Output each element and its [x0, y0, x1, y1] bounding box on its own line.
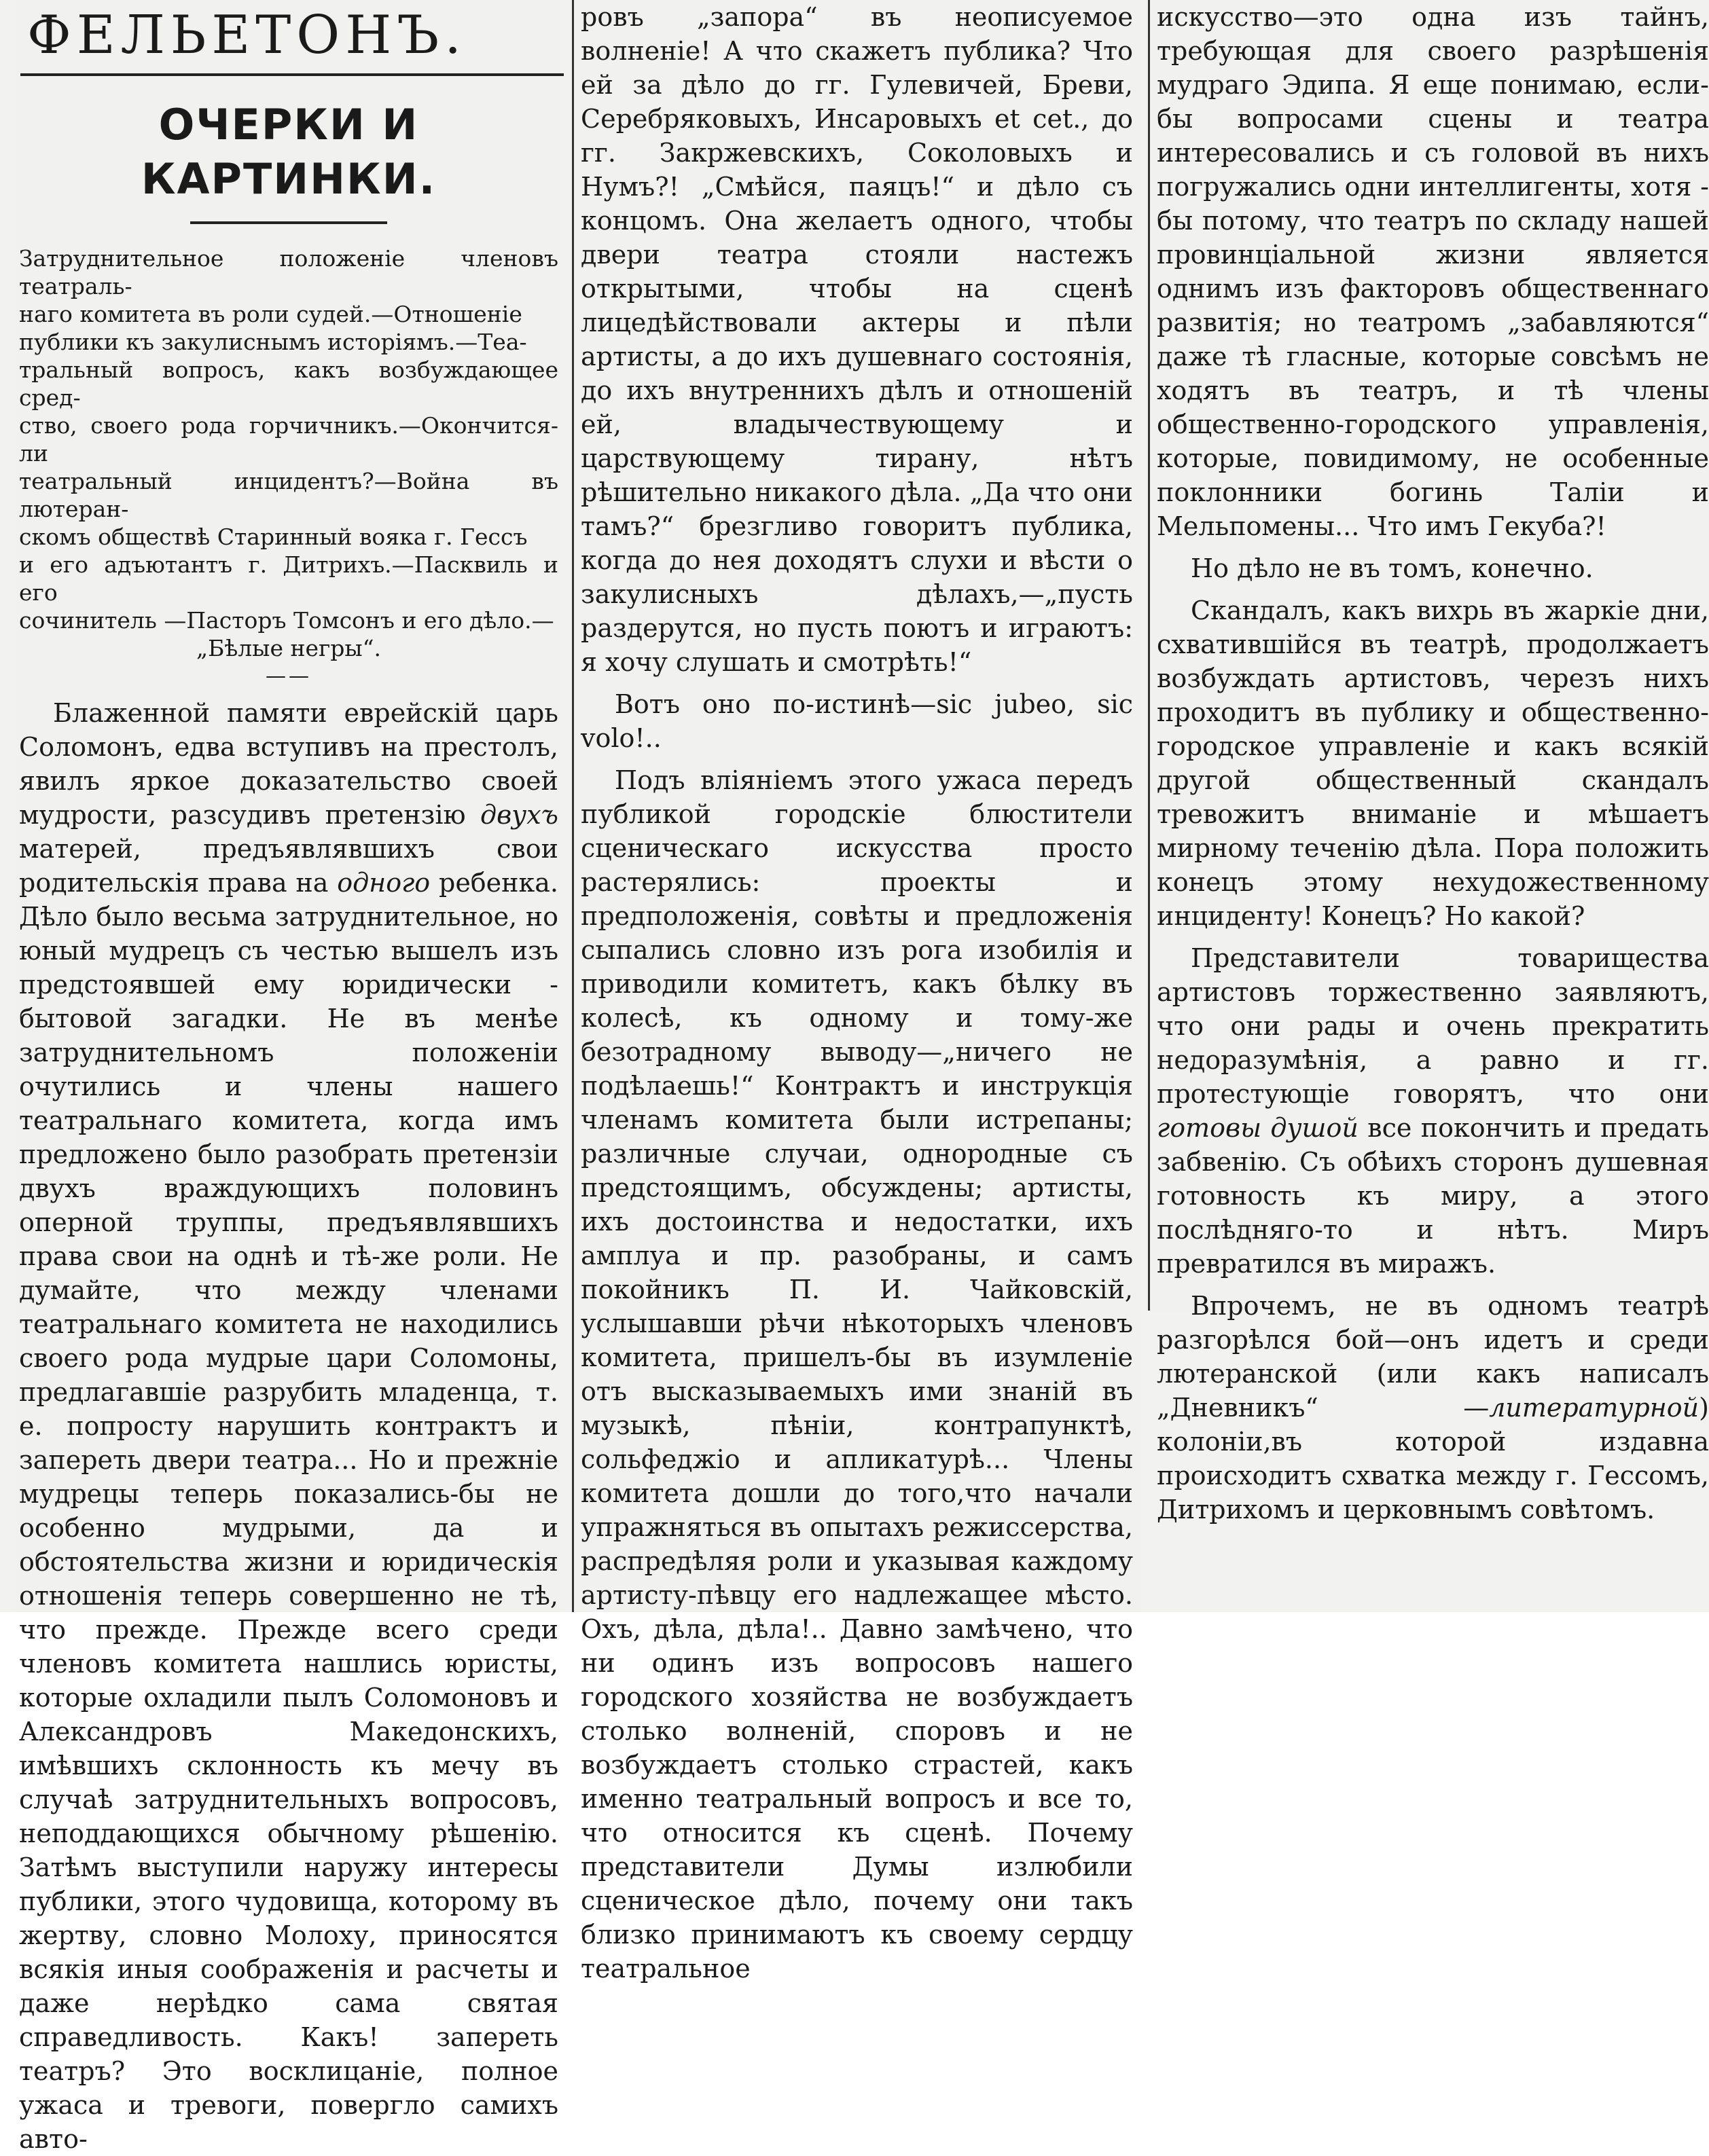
- paragraph: Подъ вліяніемъ этого ужаса передъ публикой городскіе блюстители сценическаго искусства просто растерялись: проекты и предположенія, совѣты и предложенія сыпались словно изъ рога изобилія и приводили комитетъ, какъ бѣлку въ колесѣ, къ одному и тому-же безотрадному выводу—„ничего не подѣлаешь!“ Контрактъ и инструкція членамъ комитета были истрепаны; различные случаи, однородные съ предстоящимъ, обсуждены; артисты, ихъ достоинства и недостатки, ихъ амплуа и пр. разобраны, и самъ покойникъ П. И. Чайковскій, услышавши рѣчи нѣкоторыхъ членовъ комитета, пришелъ-бы въ изумленіе отъ высказываемыхъ ими знаній въ музыкѣ, пѣніи, контрапунктѣ, сольфеджіо и апликатурѣ... Члены комитета дошли до того,что начали упражняться въ опытахъ режиссерства, распредѣляя роли и указывая каждому артисту-пѣвцу его надлежащее мѣсто. Охъ, дѣла, дѣла!.. Давно замѣчено, что ни одинъ изъ вопросовъ нашего городского хозяйства не возбуждаетъ столько волненій, споровъ и не возбуждаетъ столько страстей, какъ именно театральный вопросъ и все то, что относится къ сценѣ. Почему представители Думы излюбили сценическое дѣло, почему они такъ близко принимаютъ къ своему сердцу театральное: [581, 765, 1133, 1984]
- paragraph: [1157, 1289, 1709, 1527]
- paragraph: Скандалъ, какъ вихрь въ жаркіе дни, схватившійся въ театрѣ, продолжаетъ возбуждать артистовъ, черезъ нихъ проходитъ въ публику и общественно-городское управленіе и какъ всякій другой общественный скандалъ тревожитъ вниманіе и мѣшаетъ мирному теченію дѣла. Пора положить конецъ этому нехудожественному инциденту! Конецъ? Но какой?: [1157, 596, 1709, 931]
- italic-text: двухъ: [480, 800, 558, 830]
- article-summary: [19, 244, 558, 662]
- column-2: [572, 0, 1141, 1984]
- masthead: ФЕЛЬЕТОНЪ.: [27, 5, 467, 66]
- italic-text: литературной: [1489, 1393, 1699, 1423]
- text-run: Впрочемъ, не въ одномъ театрѣ разгорѣлся бой—онъ идетъ и среди лютеранской (или какъ написалъ „Дневникъ“ —: [1157, 1291, 1709, 1423]
- section-separator: ——: [266, 664, 312, 688]
- paragraph: искусство—это одна изъ тайнъ, требующая для своего разрѣшенія мудраго Эдипа. Я еще понимаю, если-бы вопросами сцены и театра интересовались и съ головой въ нихъ погружались одни интеллигенты, хотя - бы потому, что театръ по складу нашей провинціальной жизни является однимъ изъ факторовъ общественнаго развитія; но театромъ „забавляются“ даже тѣ гласные, которые совсѣмъ не ходятъ въ театръ, и тѣ члены общественно-городского управленія, которые, повидимому, не особенные поклонники богинь Таліи и Мельпомены... Что имъ Гекуба?!: [1157, 2, 1709, 541]
- summary-line: публики къ закулиснымъ исторіямъ.—Теа-: [19, 329, 527, 355]
- summary-line: наго комитета въ роли судей.—Отношеніе: [19, 301, 522, 327]
- paragraph: [19, 696, 558, 2156]
- text-run: все покончить и предать забвенію. Съ обѣихъ сторонъ душевная готовность къ миру, а этого послѣдняго-то и нѣтъ. Миръ превратился въ миражъ.: [1157, 1113, 1709, 1279]
- text-run: Блаженной памяти еврейскій царь Соломонъ, едва вступивъ на престолъ, явилъ яркое доказательство своей мудрости, разсудивъ претензію: [19, 698, 558, 830]
- text-run: ) колоніи,въ которой издавна происходитъ схватка между г. Гессомъ, Дитрихомъ и церковнымъ совѣтомъ.: [1157, 1393, 1709, 1524]
- summary-line: театральный инцидентъ?—Война въ лютеран-: [19, 468, 558, 522]
- column-3: [1148, 0, 1709, 1524]
- summary-line: тральный вопросъ, какъ возбуждающее сред-: [19, 357, 558, 411]
- summary-line: и его адъютантъ г. Дитрихъ.—Пасквиль и его: [19, 551, 558, 606]
- summary-line: Затруднительное положеніе членовъ театраль-: [19, 245, 558, 299]
- article-title: ОЧЕРКИ И КАРТИНКИ.: [141, 100, 437, 204]
- paragraph: Вотъ оно по-истинѣ—sic jubeo, sic volo!..: [581, 689, 1133, 753]
- summary-line: ство, своего рода горчичникъ.—Окончится-ли: [19, 412, 558, 467]
- paragraph: Но дѣло не въ томъ, конечно.: [1191, 553, 1594, 583]
- text-run: ребенка. Дѣло было весьма затруднительное, но юный мудрецъ съ честью вышелъ изъ предстоявшей ему юридически - бытовой загадки. Не въ менѣе затруднительномъ положеніи очутились и члены нашего театральнаго комитета, когда имъ предложено было разобрать претензіи двухъ враждующихъ половинъ оперной труппы, предъявлявшихъ права свои на однѣ и тѣ-же роли. Не думайте, что между членами театральнаго комитета не находились своего рода мудрые цари Соломоны, предлагавшіе разрубить младенца, т. е. попросту нарушить контрактъ и запереть двери театра... Но и прежніе мудрецы теперь показались-бы не особенно мудрыми, да и обстоятельства жизни и юридическія отношенія теперь совершенно не тѣ, что прежде. Прежде всего среди членовъ комитета нашлись юристы, которые охладили пылъ Соломоновъ и Александровъ Македонскихъ, имѣвшихъ склонность къ мечу въ случаѣ затруднительныхъ вопросовъ, неподдающихся обычному рѣшенію. Затѣмъ выступили наружу интересы публики, этого чудовища, которому въ жертву, словно Молоху, приносятся всякія иныя соображенія и расчеты и даже нерѣдко сама святая справедливость. Какъ! запереть театръ? Это восклицаніе, полное ужаса и тревоги, повергло самихъ авто-: [19, 868, 558, 2154]
- title-rule: [190, 221, 387, 224]
- paragraph: ровъ „запора“ въ неописуемое волненіе! А что скажетъ публика? Что ей за дѣло до гг. Гулевичей, Бреви, Серебряковыхъ, Инсаровыхъ et cet., до гг. Закржевскихъ, Соколовыхъ и Нумъ?! „Смѣйся, паяцъ!“ и дѣло съ концомъ. Она желаетъ одного, чтобы двери театра стояли настежъ открытыми, чтобы на сценѣ лицедѣйствовали актеры и пѣли артисты, а до ихъ душевнаго состоянія, до ихъ внутреннихъ дѣлъ и отношеній ей, владычествующему и царствующему тирану, нѣтъ рѣшительно никакого дѣла. „Да что они тамъ?“ брезгливо говоритъ публика, когда до нея доходятъ слухи и вѣсти о закулисныхъ дѣлахъ,—„пусть раздерутся, но пусть поютъ и играютъ: я хочу слушать и смотрѣть!“: [581, 2, 1133, 677]
- column-1: [12, 0, 564, 2154]
- summary-line: скомъ обществѣ Старинный вояка г. Гессъ: [19, 524, 528, 550]
- title-block: [19, 69, 558, 224]
- italic-text: одного: [337, 868, 431, 898]
- masthead-rule: [20, 73, 564, 76]
- paragraph: [1157, 941, 1709, 1281]
- italic-text: готовы душой: [1157, 1113, 1359, 1143]
- summary-line: „Бѣлые негры“.: [196, 635, 382, 661]
- text-run: матерей, предъявлявшихъ свои родительскія права на: [19, 834, 558, 898]
- summary-line: сочинитель —Пасторъ Томсонъ и его дѣло.—: [19, 607, 554, 634]
- text-run: Представители товарищества артистовъ торжественно заявляютъ, что они рады и очень прекратить недоразумѣнія, а равно и гг. протестующіе говорятъ, что они: [1157, 943, 1709, 1109]
